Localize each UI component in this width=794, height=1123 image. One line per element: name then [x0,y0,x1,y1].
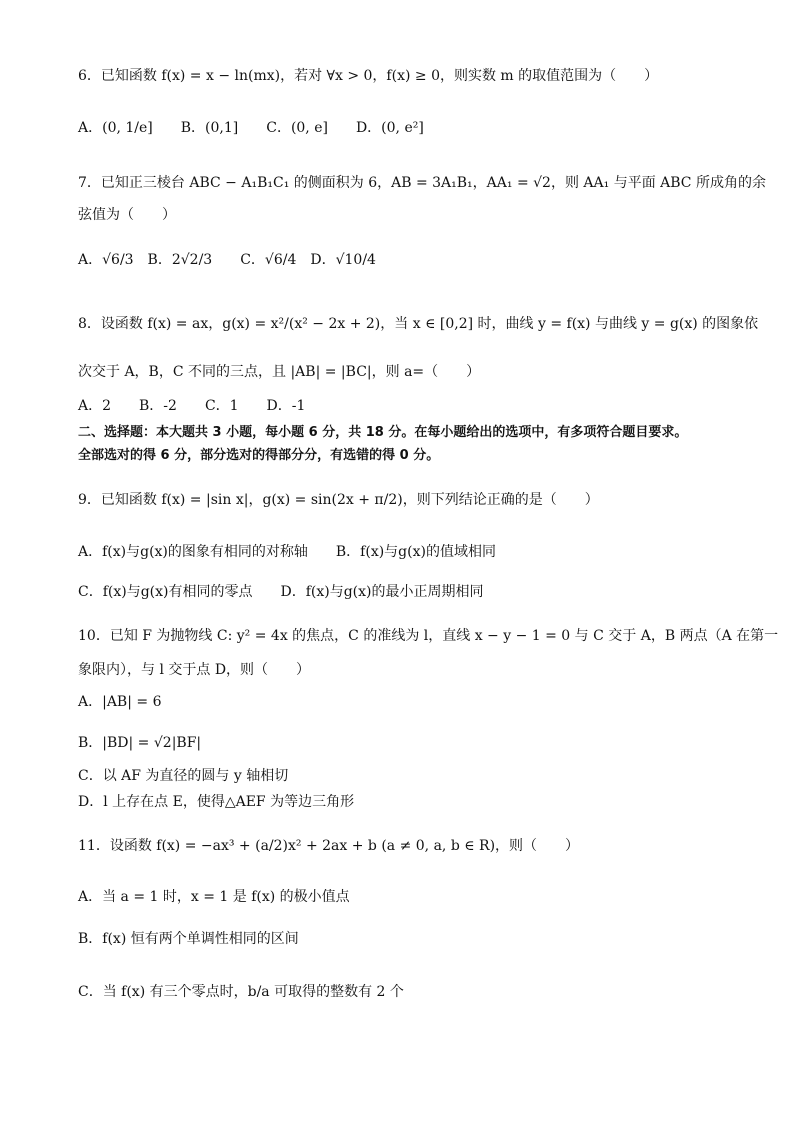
q8-stem-line2: 次交于 A，B，C 不同的三点，且 |AB| = |BC|，则 a=（ ） [78,364,481,380]
q6-options: A．(0, 1/e] B．(0,1] C．(0, e] D．(0, e²] [78,120,424,136]
q10-stem-line1: 10．已知 F 为抛物线 C: y² = 4x 的焦点，C 的准线为 l，直线 x − y − 1 = 0 与 C 交于 A，B 两点（A 在第一 [78,628,779,644]
q7-stem-line2: 弦值为（ ） [78,207,176,223]
q7-options: A．√6/3 B．2√2/3 C．√6/4 D．√10/4 [78,252,376,268]
q6-stem: 6．已知函数 f(x) = x − ln(mx)，若对 ∀x > 0，f(x) ≥ 0，则实数 m 的取值范围为（ ） [78,68,659,84]
section2-heading-line1: 二、选择题：本大题共 3 小题，每小题 6 分，共 18 分。在每小题给出的选项中，有多项符合题目要求。 [78,425,688,440]
q10-option-a: A．|AB| = 6 [78,694,162,710]
q10-stem-line2: 象限内），与 l 交于点 D，则（ ） [78,662,311,678]
section2-heading-line2: 全部选对的得 6 分，部分选对的得部分分，有选错的得 0 分。 [78,448,440,463]
q11-option-a: A．当 a = 1 时，x = 1 是 f(x) 的极小值点 [78,889,350,905]
q9-stem: 9．已知函数 f(x) = |sin x|，g(x) = sin(2x + π/2)，则下列结论正确的是（ ） [78,492,599,508]
q10-option-d: D．l 上存在点 E，使得△AEF 为等边三角形 [78,794,355,810]
q9-options-cd: C．f(x)与g(x)有相同的零点 D．f(x)与g(x)的最小正周期相同 [78,584,484,600]
q11-stem: 11．设函数 f(x) = −ax³ + (a/2)x² + 2ax + b (a ≠ 0, a, b ∈ R)，则（ ） [78,838,580,854]
q11-option-c: C．当 f(x) 有三个零点时，b/a 可取得的整数有 2 个 [78,984,404,1000]
q10-option-b: B．|BD| = √2|BF| [78,735,202,751]
q7-stem-line1: 7．已知正三棱台 ABC − A₁B₁C₁ 的侧面积为 6，AB = 3A₁B₁，AA₁ = √2，则 AA₁ 与平面 ABC 所成角的余 [78,175,766,191]
q11-option-b: B．f(x) 恒有两个单调性相同的区间 [78,931,299,947]
q9-options-ab: A．f(x)与g(x)的图象有相同的对称轴 B．f(x)与g(x)的值域相同 [78,544,496,560]
q8-stem-line1: 8．设函数 f(x) = ax，g(x) = x²/(x² − 2x + 2)，当 x ∈ [0,2] 时，曲线 y = f(x) 与曲线 y = g(x) 的图象依 [78,316,759,332]
q10-option-c: C．以 AF 为直径的圆与 y 轴相切 [78,768,289,784]
q8-options: A．2 B．-2 C．1 D．-1 [78,398,306,414]
